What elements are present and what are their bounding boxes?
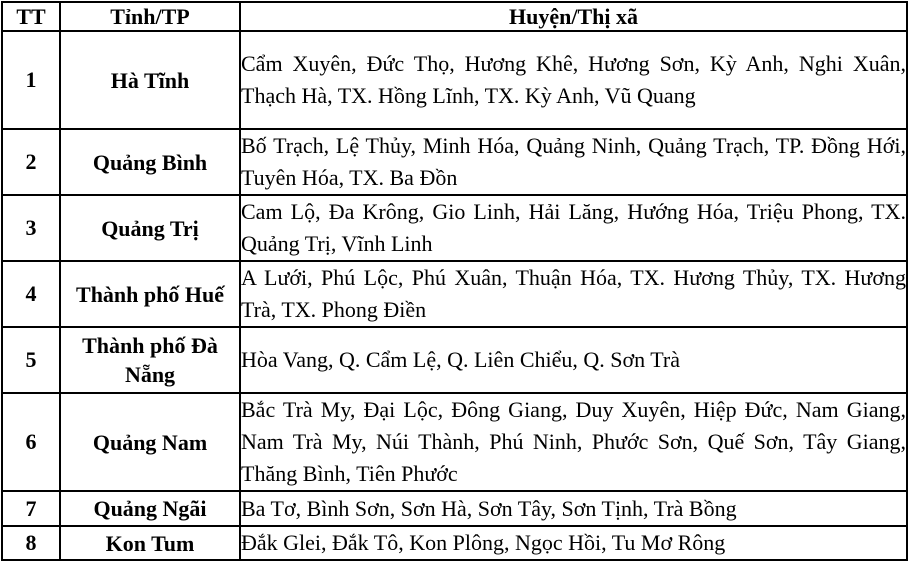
header-row	[2, 2, 907, 31]
table-row	[2, 129, 907, 195]
district-list: Hòa Vang, Q. Cẩm Lệ, Q. Liên Chiểu, Q. Sơn Trà	[240, 327, 907, 393]
row-number: 4	[2, 261, 60, 327]
row-number: 5	[2, 327, 60, 393]
province-name: Thành phố Huế	[60, 261, 240, 327]
district-list: Bắc Trà My, Đại Lộc, Đông Giang, Duy Xuyên, Hiệp Đức, Nam Giang, Nam Trà My, Núi Thành, Phú Ninh, Phước Sơn, Quế Sơn, Tây Giang, Thăng Bình, Tiên Phước	[240, 393, 907, 491]
row-number: 8	[2, 526, 60, 560]
row-number: 1	[2, 31, 60, 129]
province-name: Quảng Nam	[60, 393, 240, 491]
district-list: Cam Lộ, Đa Krông, Gio Linh, Hải Lăng, Hướng Hóa, Triệu Phong, TX. Quảng Trị, Vĩnh Linh	[240, 195, 907, 261]
district-list: Đắk Glei, Đắk Tô, Kon Plông, Ngọc Hồi, Tu Mơ Rông	[240, 526, 907, 560]
header-districts: Huyện/Thị xã	[240, 2, 907, 31]
table-row	[2, 526, 907, 560]
table-row	[2, 261, 907, 327]
province-name: Quảng Bình	[60, 129, 240, 195]
table-row	[2, 195, 907, 261]
table-row	[2, 393, 907, 491]
district-list: Bố Trạch, Lệ Thủy, Minh Hóa, Quảng Ninh, Quảng Trạch, TP. Đồng Hới, Tuyên Hóa, TX. Ba Đồn	[240, 129, 907, 195]
district-list: Cẩm Xuyên, Đức Thọ, Hương Khê, Hương Sơn, Kỳ Anh, Nghi Xuân, Thạch Hà, TX. Hồng Lĩnh, TX. Kỳ Anh, Vũ Quang	[240, 31, 907, 129]
row-number: 3	[2, 195, 60, 261]
header-tt: TT	[2, 2, 60, 31]
province-name: Hà Tĩnh	[60, 31, 240, 129]
row-number: 6	[2, 393, 60, 491]
province-name: Quảng Ngãi	[60, 491, 240, 526]
province-name: Kon Tum	[60, 526, 240, 560]
header-province: Tỉnh/TP	[60, 2, 240, 31]
row-number: 2	[2, 129, 60, 195]
province-name: Quảng Trị	[60, 195, 240, 261]
district-list: A Lưới, Phú Lộc, Phú Xuân, Thuận Hóa, TX. Hương Thủy, TX. Hương Trà, TX. Phong Điền	[240, 261, 907, 327]
province-district-table	[1, 1, 908, 561]
province-name: Thành phố Đà Nẵng	[60, 327, 240, 393]
row-number: 7	[2, 491, 60, 526]
table-row	[2, 31, 907, 129]
table-row	[2, 491, 907, 526]
district-list: Ba Tơ, Bình Sơn, Sơn Hà, Sơn Tây, Sơn Tịnh, Trà Bồng	[240, 491, 907, 526]
table-row	[2, 327, 907, 393]
